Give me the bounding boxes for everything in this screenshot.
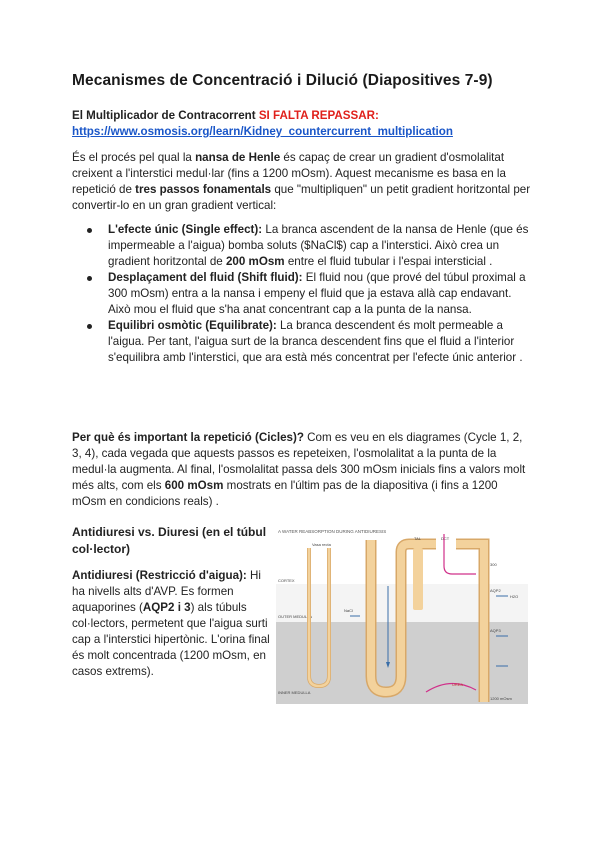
osmosis-link[interactable]: https://www.osmosis.org/learn/Kidney_countercurrent_multiplication [72,125,453,138]
steps-list [72,222,534,366]
dct-label: DCT [441,536,450,541]
list-item: Desplaçament del fluid (Shift fluid): El fluid nou (que prové del túbul proximal a 300 mOsm) entra a la nansa i empeny el fluid que ja estava allà cap endavant. Això mou el fluid que s'ha anat concentrant cap a la punta de la nansa. [72,270,534,318]
list-item: L'efecte únic (Single effect): La branca ascendent de la nansa de Henle (que és impermeable a l'aigua) bomba soluts ($NaCl$) cap a l'interstici. Això crea un gradient horitzontal de 200 mOsm entre el fluid tubular i l'espai intersticial . [72,222,534,270]
inner-medulla-label: INNER MEDULLA [278,690,311,695]
antidiuresis-figure [276,526,528,704]
h2o-label: H2O [510,594,519,599]
outer-medulla-label: OUTER MEDULLA [278,614,313,619]
antidiuresis-heading: Antidiuresi vs. Diuresi (en el túbul col·lector) [72,525,267,556]
repetition-paragraph: Per què és important la repetició (Cicles)? Com es veu en els diagrames (Cycle 1, 2, 3, 4), cada vegada que aquests passos es repeteixen, l'osmolalitat a la punta de la medul·la augmenta. Al final, l'osmolalitat passa dels 300 mOsm inicials fins a valors molt més alts, com els 600 mOsm mostrats en l'últim pas de la diapositiva (i fins a 1200 mOsm en condicions reals) . [72,431,526,508]
aqp3-label: AQP3 [490,628,501,633]
review-warning: SI FALTA REPASSAR: [258,109,379,122]
tal-label: TAL [414,536,422,541]
aqp2-label: AQP2 [490,588,501,593]
mosm-low-label: 300 [490,562,497,567]
nacl-label: NaCl [344,608,353,613]
list-item: Equilibri osmòtic (Equilibrate): La branca descendent és molt permeable a l'aigua. Per tant, l'aigua surt de la branca descendent fins que el fluid a l'interior s'equilibra amb l'interstici, que ara està més concentrat per l'efecte únic anterior . [72,318,534,366]
intro-paragraph: És el procés pel qual la nansa de Henle és capaç de crear un gradient d'osmolalitat creixent a l'interstici medul·lar (fins a 1200 mOsm). Aquest mecanisme es basa en la repetició de tres passos fonamentals que "multipliquen" un petit gradient horitzontal per convertir-lo en un gran gradient vertical: [72,151,531,212]
vasa-recta-label: Vasa recta [312,542,331,547]
thick-ascending-limb [413,548,423,610]
figure-title: A WATER REABSORPTION DURING ANTIDIURESIS [278,529,387,534]
antidiuresis-paragraph: Antidiuresi (Restricció d'aigua): Hi ha nivells alts d'AVP. Es formen aquaporines (AQP2 i 3) als túbuls col·lectors, permetent que l'aigua surti cap a l'interstici hipertònic. L'orina final és molt concentrada (1200 mOsm, en casos extrems). [72,569,270,678]
cortex-label: CORTEX [278,578,295,583]
section-subheading [72,108,542,140]
multiplier-heading: El Multiplicador de Contracorrent [72,109,256,122]
page-title: Mecanismes de Concentració i Dilució (Diapositives 7-9) [72,72,493,89]
urea-label: UREA [452,682,464,687]
mosm-high-label: 1200 mOsm [490,696,512,701]
